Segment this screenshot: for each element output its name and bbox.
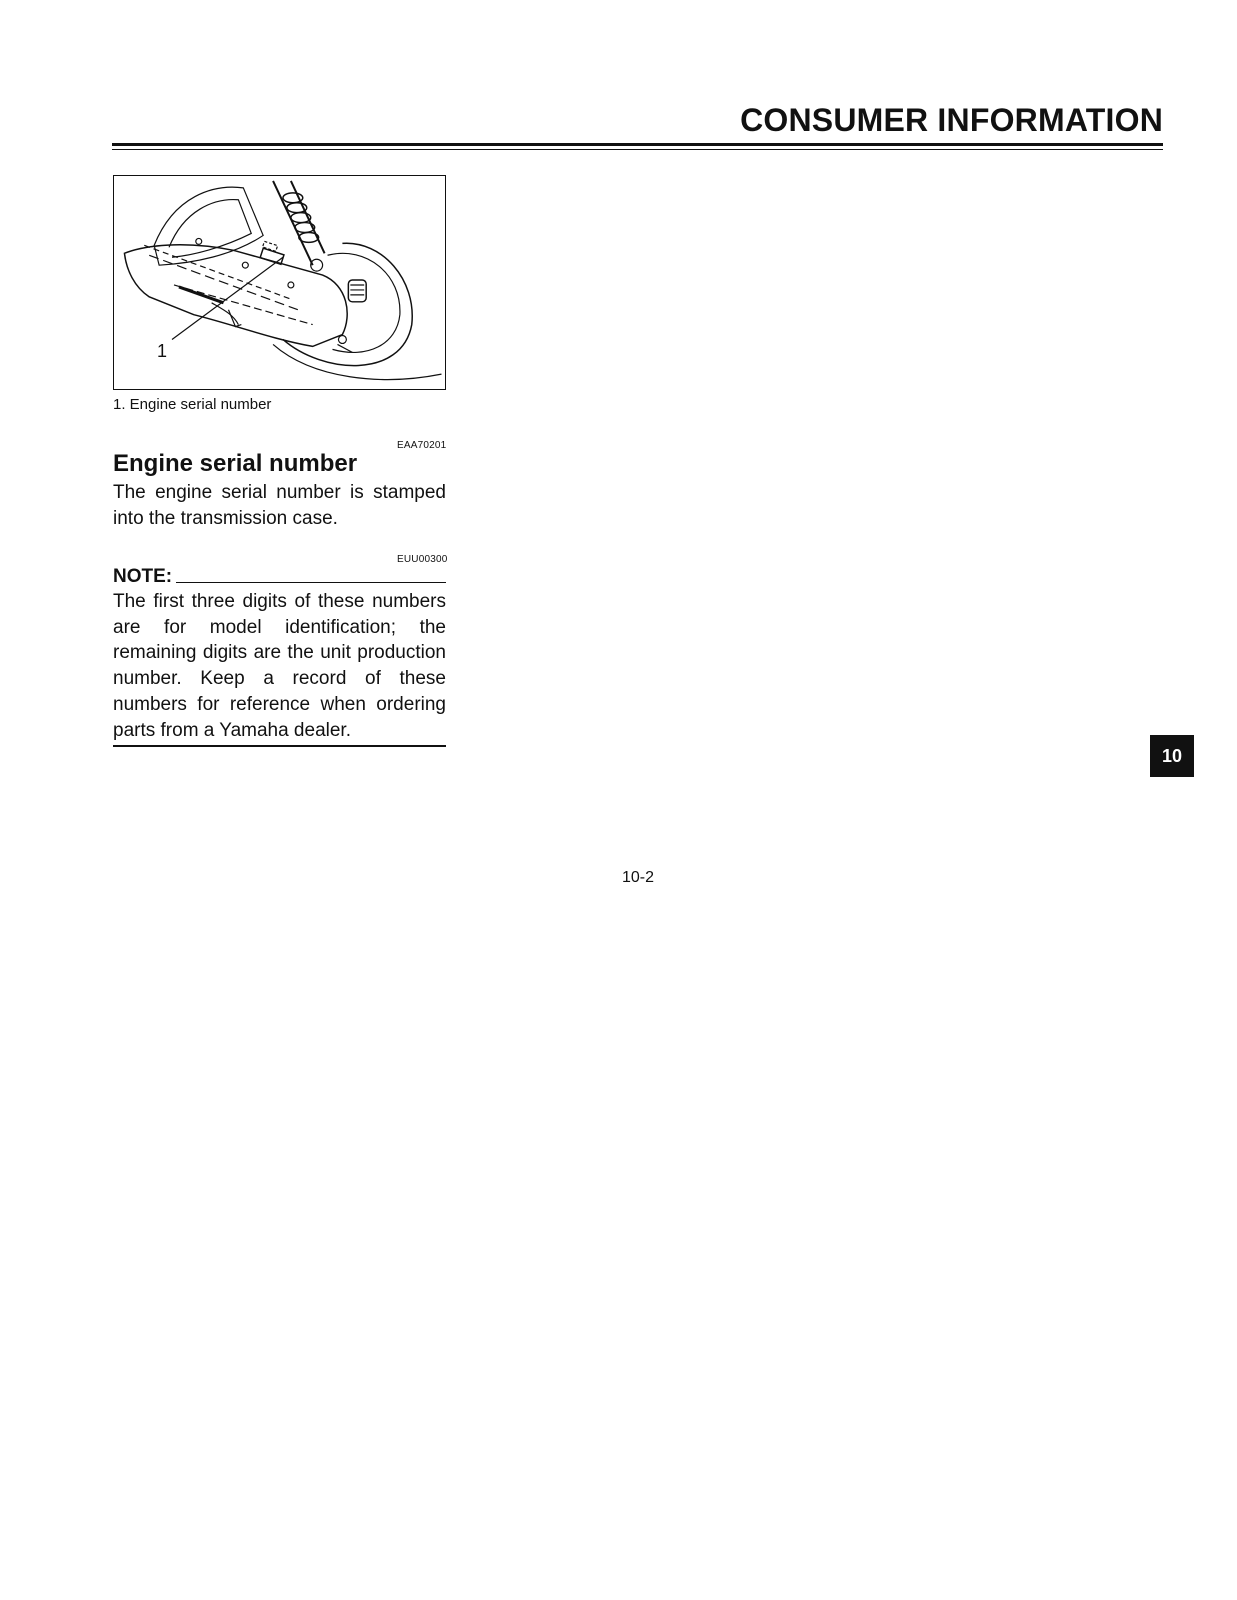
header-rule bbox=[112, 143, 1163, 150]
note-end-rule bbox=[113, 745, 446, 747]
section-code: EAA70201 bbox=[397, 440, 447, 451]
note-code: EUU00300 bbox=[397, 554, 448, 565]
figure-callout-number: 1 bbox=[157, 341, 168, 361]
page-header-title: CONSUMER INFORMATION bbox=[740, 102, 1163, 138]
note-label: NOTE: bbox=[113, 566, 173, 587]
section-body: The engine serial number is stamped into the transmission case. bbox=[113, 482, 446, 529]
section-heading: Engine serial number bbox=[113, 450, 358, 477]
page-number: 10-2 bbox=[621, 869, 655, 886]
figure-caption: 1. Engine serial number bbox=[113, 396, 272, 413]
note-rule bbox=[176, 582, 446, 583]
chapter-tab: 10 bbox=[1150, 735, 1194, 777]
note-body: The first three digits of these numbers are for model identification; the remaining digits are the unit production number. Keep a record of these numbers for reference when ordering parts from a Yamaha dealer. bbox=[113, 591, 446, 741]
engine-illustration bbox=[113, 175, 446, 390]
